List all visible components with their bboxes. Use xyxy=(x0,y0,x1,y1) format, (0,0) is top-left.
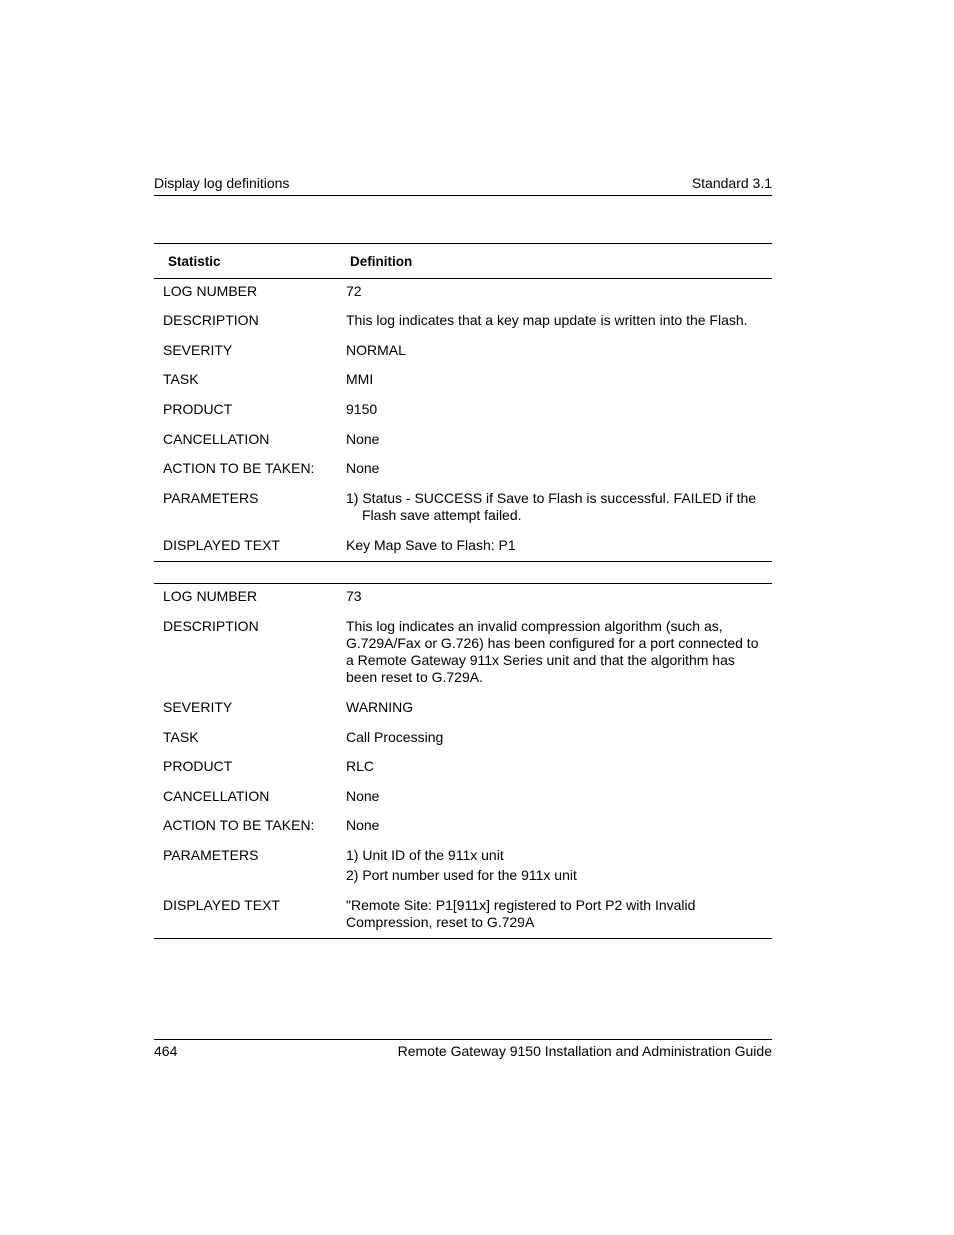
row-label: LOG NUMBER xyxy=(163,283,258,299)
row-label: ACTION TO BE TAKEN: xyxy=(163,460,315,476)
row-value: None xyxy=(346,460,380,476)
row-value: None xyxy=(346,788,380,804)
row-value: This log indicates that a key map update is written into the Flash. xyxy=(346,312,748,328)
row-value: 72 xyxy=(346,283,362,299)
row-value: Key Map Save to Flash: P1 xyxy=(346,537,516,553)
row-label: SEVERITY xyxy=(163,342,233,358)
row-label: PRODUCT xyxy=(163,401,233,417)
table-divider xyxy=(154,561,772,562)
row-label: ACTION TO BE TAKEN: xyxy=(163,817,315,833)
row-value: RLC xyxy=(346,758,375,774)
row-value: WARNING xyxy=(346,699,414,715)
parameter-item: 1) Status - SUCCESS if Save to Flash is successful. FAILED if the Flash save attempt failed. xyxy=(346,490,757,523)
row-label: DESCRIPTION xyxy=(163,618,259,634)
row-label: PRODUCT xyxy=(163,758,233,774)
row-value: "Remote Site: P1[911x] registered to Port P2 with Invalid Compression, reset to G.729A xyxy=(346,897,696,930)
row-value: 9150 xyxy=(346,401,378,417)
document-title: Remote Gateway 9150 Installation and Administration Guide xyxy=(397,1043,772,1059)
row-label: DISPLAYED TEXT xyxy=(163,897,280,913)
row-value: None xyxy=(346,817,380,833)
row-label: TASK xyxy=(163,729,199,745)
table-divider xyxy=(154,583,772,584)
row-value xyxy=(346,847,764,884)
parameter-item: 1) Unit ID of the 911x unit xyxy=(346,847,504,863)
row-value: 73 xyxy=(346,588,362,604)
row-label: CANCELLATION xyxy=(163,788,270,804)
parameter-item: 2) Port number used for the 911x unit xyxy=(346,867,577,883)
row-label: PARAMETERS xyxy=(163,490,259,506)
document-version: Standard 3.1 xyxy=(691,175,772,191)
column-header-definition: Definition xyxy=(350,254,413,269)
page-number: 464 xyxy=(154,1043,178,1059)
document-page xyxy=(154,0,772,1235)
row-label: DISPLAYED TEXT xyxy=(163,537,280,553)
table-header xyxy=(154,243,772,279)
row-value: Call Processing xyxy=(346,729,444,745)
running-header xyxy=(154,174,772,196)
row-label: SEVERITY xyxy=(163,699,233,715)
column-header-statistic: Statistic xyxy=(168,254,221,269)
page-footer xyxy=(154,1039,772,1059)
row-value: NORMAL xyxy=(346,342,406,358)
row-label: CANCELLATION xyxy=(163,431,270,447)
row-label: PARAMETERS xyxy=(163,847,259,863)
row-value xyxy=(346,490,764,524)
row-value: This log indicates an invalid compression algorithm (such as, G.729A/Fax or G.726) has been configured for a port connected to a Remote Gateway 911x Series unit and that the algorithm has been reset to G.729A. xyxy=(346,618,759,685)
table-bottom-rule xyxy=(154,938,772,939)
row-label: DESCRIPTION xyxy=(163,312,259,328)
row-value: MMI xyxy=(346,371,374,387)
section-title: Display log definitions xyxy=(154,175,290,191)
row-value: None xyxy=(346,431,380,447)
row-label: TASK xyxy=(163,371,199,387)
row-label: LOG NUMBER xyxy=(163,588,258,604)
